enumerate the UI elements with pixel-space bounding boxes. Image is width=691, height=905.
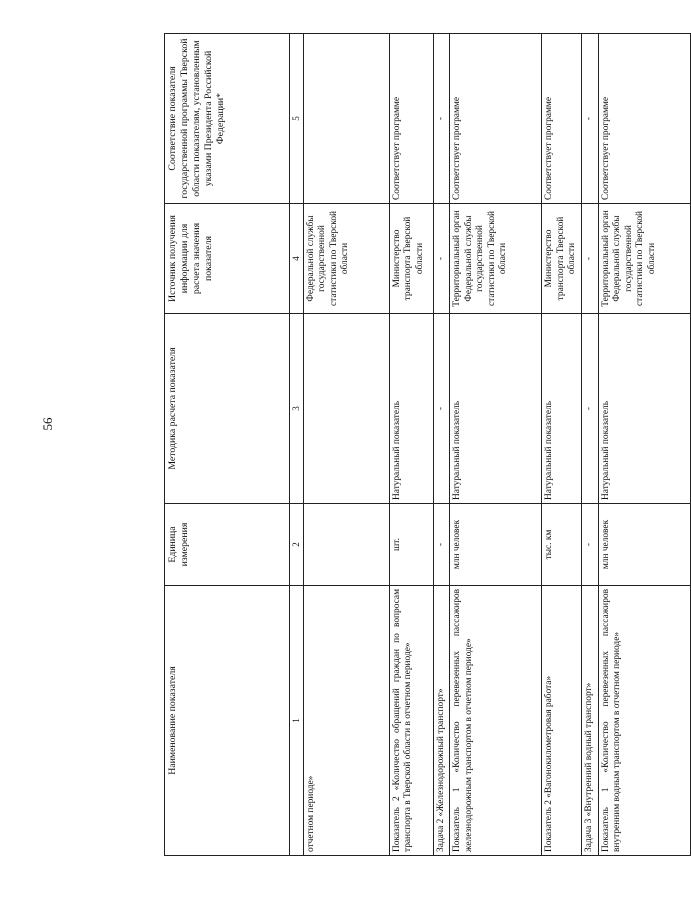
header-unit: Единица измерения: [165, 504, 290, 586]
cell-compliance: -: [434, 34, 450, 204]
cell-compliance: Соответствует программе: [450, 34, 542, 204]
cell-compliance: Соответствует программе: [390, 34, 434, 204]
column-number: 4: [290, 204, 304, 314]
cell-name: Задача 3 «Внутренний водный транспорт»: [582, 586, 598, 856]
cell-name: Показатель 1 «Количество перевезенных пассажиров железнодорожным транспортом в отчетном периоде»: [450, 586, 542, 856]
cell-unit: шт.: [390, 504, 434, 586]
column-numbers-row: [290, 34, 304, 856]
cell-source: Министерство транспорта Тверской области: [542, 204, 582, 314]
rotated-table-container: [164, 34, 657, 856]
column-number: 1: [290, 586, 304, 856]
cell-unit: [304, 504, 390, 586]
page-number: 56: [40, 417, 55, 431]
cell-unit: -: [434, 504, 450, 586]
table-row: [582, 34, 598, 856]
cell-method: -: [434, 314, 450, 504]
cell-compliance: Соответствует программе: [542, 34, 582, 204]
cell-method: Натуральный показатель: [598, 314, 690, 504]
cell-compliance: -: [582, 34, 598, 204]
table-row: [390, 34, 434, 856]
header-source: Источник получения информации для расчета значения показателя: [165, 204, 290, 314]
table-row: [434, 34, 450, 856]
cell-name: Показатель 2 «Количество обращений граждан по вопросам транспорта в Тверской области в отчетном периоде»: [390, 586, 434, 856]
cell-source: -: [434, 204, 450, 314]
cell-name: Задача 2 «Железнодорожный транспорт»: [434, 586, 450, 856]
header-name: Наименование показателя: [165, 586, 290, 856]
cell-method: Натуральный показатель: [390, 314, 434, 504]
table-row: [542, 34, 582, 856]
cell-name: Показатель 2 «Вагонокилометровая работа»: [542, 586, 582, 856]
column-number: 2: [290, 504, 304, 586]
cell-method: Натуральный показатель: [542, 314, 582, 504]
header-compliance: Соответствие показателя государственной программы Тверской области показателям, установленным указами Президента Российской Федерации*: [165, 34, 290, 204]
cell-source: Территориальный орган Федеральной службы государственной статистики по Тверской области: [450, 204, 542, 314]
header-method: Методика расчета показателя: [165, 314, 290, 504]
cell-source: Министерство транспорта Тверской области: [390, 204, 434, 314]
cell-method: -: [582, 314, 598, 504]
cell-compliance: [304, 34, 390, 204]
column-number: 3: [290, 314, 304, 504]
table-row: [598, 34, 690, 856]
table-row: [304, 34, 390, 856]
cell-unit: тыс. км: [542, 504, 582, 586]
cell-method: Натуральный показатель: [450, 314, 542, 504]
cell-unit: млн человек: [598, 504, 690, 586]
cell-compliance: Соответствует программе: [598, 34, 690, 204]
indicators-table: [164, 33, 691, 856]
cell-source: -: [582, 204, 598, 314]
cell-name: отчетном периоде»: [304, 586, 390, 856]
cell-name: Показатель 1 «Количество перевезенных пассажиров внутренним водным транспортом в отчетном периоде»: [598, 586, 690, 856]
cell-method: [304, 314, 390, 504]
cell-source: Территориальный орган Федеральной службы государственной статистики по Тверской области: [598, 204, 690, 314]
column-number: 5: [290, 34, 304, 204]
cell-unit: -: [582, 504, 598, 586]
table-row: [450, 34, 542, 856]
header-row: [165, 34, 290, 856]
cell-source: Федеральной службы государственной статистики по Тверской области: [304, 204, 390, 314]
cell-unit: млн человек: [450, 504, 542, 586]
